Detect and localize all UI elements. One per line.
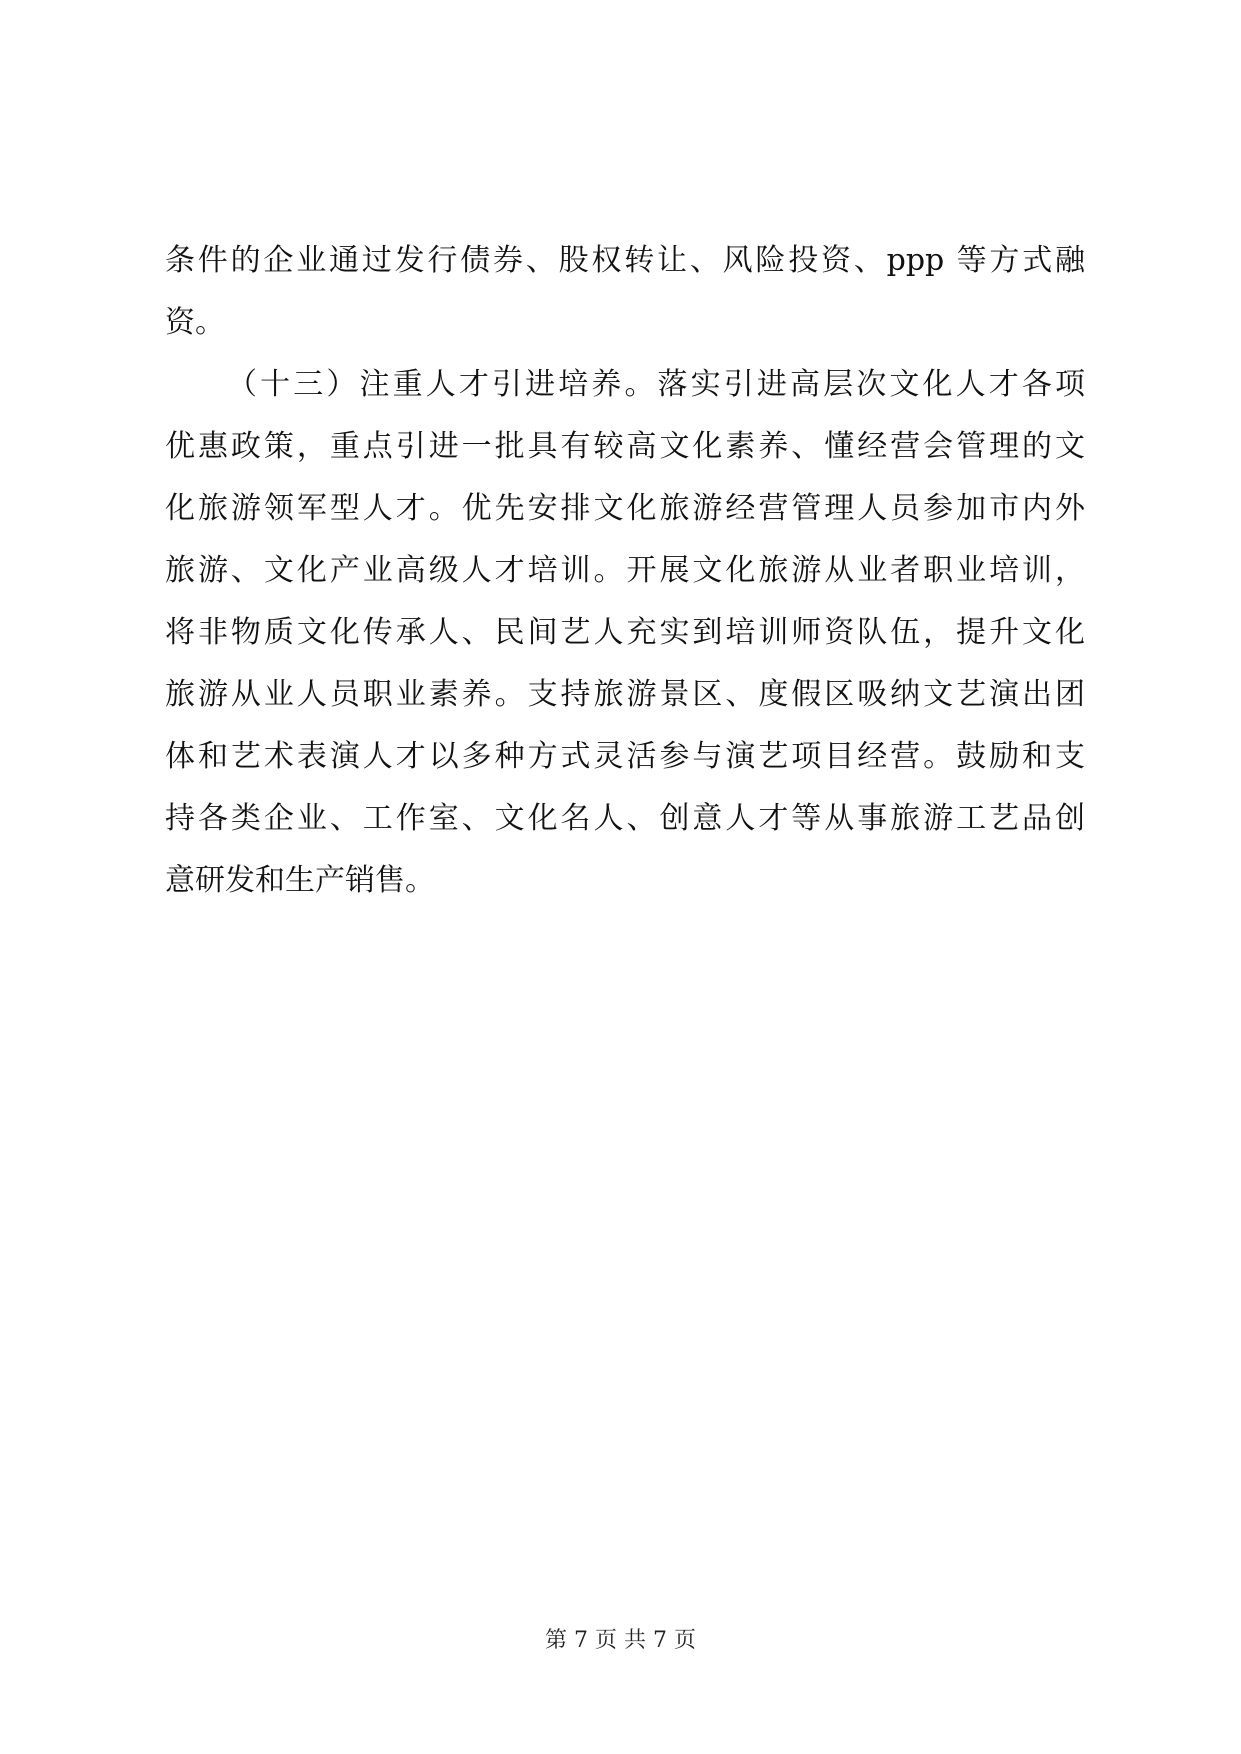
paragraph-2-line-3: 化旅游领军型人才。优先安排文化旅游经营管理人员参加市内外 [165, 491, 1085, 526]
paragraph-1-line-1: 条件的企业通过发行债券、股权转让、风险投资、ppp 等方式融 [165, 243, 1085, 278]
document-body [165, 230, 1085, 912]
paragraph-2-line-7: 体和艺术表演人才以多种方式灵活参与演艺项目经营。鼓励和支 [165, 739, 1085, 774]
paragraph-2-line-8: 持各类企业、工作室、文化名人、创意人才等从事旅游工艺品创 [165, 801, 1085, 836]
paragraph-1-line-2: 资。 [165, 305, 225, 340]
paragraph-2-line-4: 旅游、文化产业高级人才培训。开展文化旅游从业者职业培训， [165, 553, 1085, 588]
paragraph-2-line-9: 意研发和生产销售。 [165, 863, 435, 898]
paragraph-2-line-1: （十三）注重人才引进培养。落实引进高层次文化人才各项 [227, 367, 1085, 402]
page-number-footer: 第 7 页 共 7 页 [545, 1628, 696, 1653]
paragraph-2-line-5: 将非物质文化传承人、民间艺人充实到培训师资队伍，提升文化 [165, 615, 1085, 650]
paragraph-2-line-2: 优惠政策，重点引进一批具有较高文化素养、懂经营会管理的文 [165, 429, 1085, 464]
paragraph-2-line-6: 旅游从业人员职业素养。支持旅游景区、度假区吸纳文艺演出团 [165, 677, 1085, 712]
